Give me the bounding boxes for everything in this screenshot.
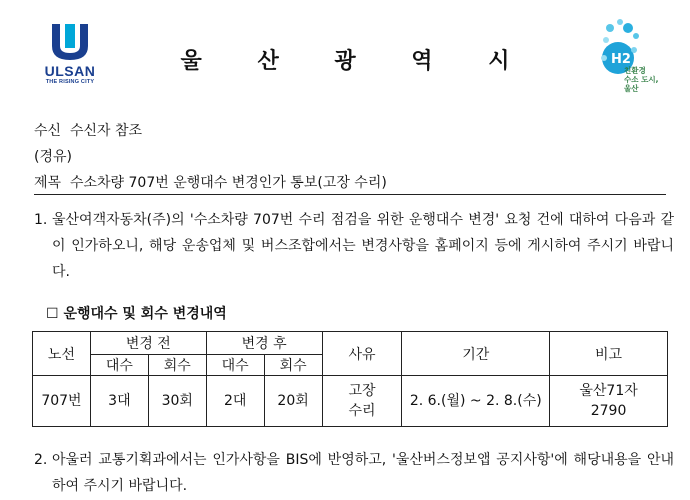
cell-before-trips: 30회 bbox=[148, 376, 206, 427]
cell-note-line: 울산71자 bbox=[579, 383, 638, 399]
subject-label: 제목 bbox=[34, 175, 62, 191]
recipient-value: 수신자 참조 bbox=[69, 123, 143, 139]
cell-reason bbox=[322, 376, 402, 427]
logo-right-line: 울산 bbox=[624, 84, 639, 93]
hydrogen-city-logo bbox=[596, 16, 668, 100]
header-reason: 사유 bbox=[322, 332, 402, 376]
cell-period: 2. 6.(월) ~ 2. 8.(수) bbox=[402, 376, 550, 427]
header-before-trips: 회수 bbox=[148, 355, 206, 376]
checkbox-square-icon: ☐ bbox=[46, 306, 59, 322]
logo-tagline: THE RISING CITY bbox=[45, 79, 95, 85]
paragraph-2 bbox=[34, 447, 674, 499]
cell-reason-line: 수리 bbox=[348, 403, 376, 419]
recipient-label: 수신 bbox=[34, 123, 62, 139]
header-after-count: 대수 bbox=[206, 355, 264, 376]
change-table bbox=[32, 331, 668, 427]
paragraph-body: 아울러 교통기획과에서는 인가사항을 BIS에 반영하고, '울산버스정보앱 공지사항'에 해당내용을 안내하여 주시기 바랍니다. bbox=[52, 452, 674, 494]
header-after-trips: 회수 bbox=[264, 355, 322, 376]
h2-badge-text: H2 bbox=[611, 52, 631, 67]
logo-right-line: 수소 도시, bbox=[624, 75, 659, 84]
header-period: 기간 bbox=[402, 332, 550, 376]
recipient-line bbox=[34, 120, 142, 140]
header-before-count: 대수 bbox=[90, 355, 148, 376]
page-title: 울 산 광 역 시 bbox=[180, 49, 534, 74]
cell-note bbox=[550, 376, 668, 427]
table-row bbox=[33, 376, 668, 427]
logo-right-line: 친환경 bbox=[624, 66, 646, 75]
cell-reason-line: 고장 bbox=[348, 383, 376, 399]
subject-line bbox=[34, 172, 387, 192]
paragraph-number: 2. bbox=[34, 452, 48, 468]
cell-after-trips: 20회 bbox=[264, 376, 322, 427]
subject-divider bbox=[34, 194, 666, 195]
cell-after-count: 2대 bbox=[206, 376, 264, 427]
paragraph-1 bbox=[34, 207, 674, 285]
paragraph-body: 울산여객자동차(주)의 '수소차량 707번 수리 점검을 위한 운행대수 변경' 요청 건에 대하여 다음과 같이 인가하오니, 해당 운송업체 및 버스조합에서는 변경사항을 홈페이지 등에 게시하여 주시기 바랍니다. bbox=[52, 212, 674, 280]
cell-before-count: 3대 bbox=[90, 376, 148, 427]
section-heading bbox=[46, 303, 227, 323]
logo-brand-text: ULSAN bbox=[44, 63, 96, 79]
section-title: 운행대수 및 회수 변경내역 bbox=[63, 306, 227, 322]
paragraph-number: 1. bbox=[34, 212, 48, 228]
logo-right-text bbox=[624, 66, 658, 93]
cell-note-line: 2790 bbox=[590, 403, 627, 419]
via-line: (경유) bbox=[34, 149, 72, 165]
header-route: 노선 bbox=[33, 332, 91, 376]
cell-route: 707번 bbox=[33, 376, 91, 427]
header-after: 변경 후 bbox=[206, 332, 322, 355]
subject-value: 수소차량 707번 운행대수 변경인가 통보(고장 수리) bbox=[69, 175, 387, 191]
header-before: 변경 전 bbox=[90, 332, 206, 355]
header-note: 비고 bbox=[550, 332, 668, 376]
